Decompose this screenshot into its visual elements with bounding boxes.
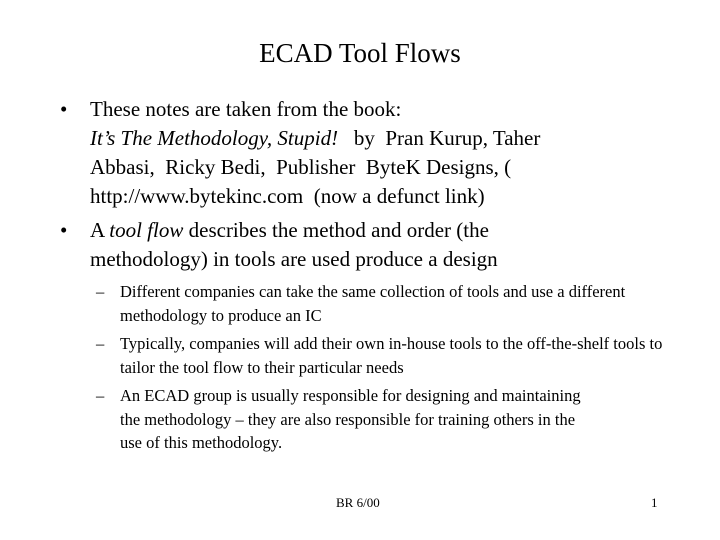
bullet-book-source <box>60 95 660 211</box>
footer-left: BR 6/00 <box>336 495 380 510</box>
subbullet-2 <box>96 332 686 379</box>
bullet-tool-flow <box>60 216 660 274</box>
bullet-text: Abbasi, Ricky Bedi, Publisher ByteK Designs, ( <box>90 155 512 179</box>
subbullet-text: An ECAD group is usually responsible for designing and maintaining the methodology – they are also responsible for training others in the use of this methodology. <box>120 386 581 452</box>
page-number: 1 <box>651 495 658 510</box>
subbullet-3 <box>96 384 656 455</box>
bullet-marker: • <box>60 218 68 242</box>
bullet-text: describes the method and order (the methodology) in tools are used produce a design <box>90 218 498 271</box>
bullet-text: These notes are taken from the book: <box>90 97 402 121</box>
bullet-marker: • <box>60 97 68 121</box>
dash-marker: – <box>96 282 105 301</box>
subbullet-1 <box>96 280 686 327</box>
book-title: It’s The Methodology, Stupid! <box>90 126 339 150</box>
subbullet-text: Different companies can take the same collection of tools and use a different methodology to produce an IC <box>120 282 626 325</box>
subbullet-text: Typically, companies will add their own in-house tools to the off-the-shelf tools to tailor the tool flow to their particular needs <box>120 334 663 377</box>
dash-marker: – <box>96 386 105 405</box>
bullet-text: by Pran Kurup, Taher <box>338 126 541 150</box>
dash-marker: – <box>96 334 105 353</box>
bullet-text: http://www.bytekinc.com (now a defunct link) <box>90 184 485 208</box>
bullet-text: A <box>90 218 110 242</box>
slide-title: ECAD Tool Flows <box>259 38 461 68</box>
term-tool-flow: tool flow <box>109 218 184 242</box>
